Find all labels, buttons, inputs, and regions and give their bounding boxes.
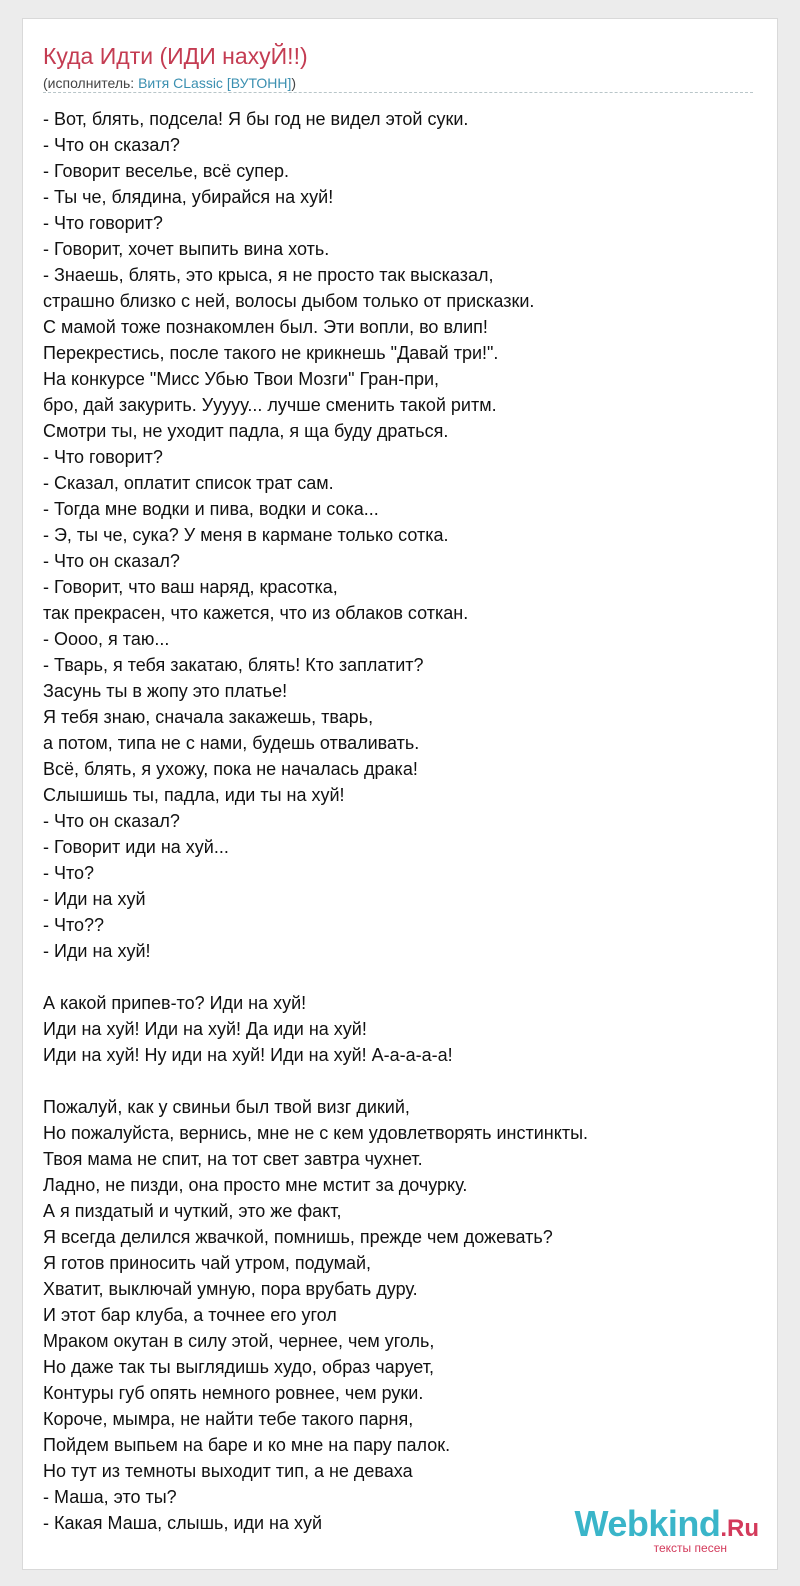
lyric-line: Твоя мама не спит, на тот свет завтра чухнет. xyxy=(43,1149,423,1169)
lyric-line: Мраком окутан в силу этой, чернее, чем уголь, xyxy=(43,1331,435,1351)
lyric-line: Я готов приносить чай утром, подумай, xyxy=(43,1253,372,1273)
lyric-line: - Что?? xyxy=(43,915,105,935)
lyric-line: а потом, типа не с нами, будешь отваливать. xyxy=(43,733,420,753)
lyric-line: - Говорит, хочет выпить вина хоть. xyxy=(43,239,330,259)
lyric-line: - Знаешь, блять, это крыса, я не просто так высказал, xyxy=(43,265,494,285)
lyric-line: бро, дай закурить. Ууууу... лучше сменить такой ритм. xyxy=(43,395,497,415)
lyric-line: так прекрасен, что кажется, что из облаков соткан. xyxy=(43,603,469,623)
lyric-line: Я тебя знаю, сначала закажешь, тварь, xyxy=(43,707,374,727)
lyric-line: - Что он сказал? xyxy=(43,811,180,831)
lyric-line: - Сказал, оплатит список трат сам. xyxy=(43,473,334,493)
lyric-line: - Какая Маша, слышь, иди на хуй xyxy=(43,1513,323,1533)
lyric-line: - Оооо, я таю... xyxy=(43,629,170,649)
lyric-line: - Говорит веселье, всё супер. xyxy=(43,161,290,181)
lyric-line: А какой припев-то? Иди на хуй! xyxy=(43,993,307,1013)
artist-link[interactable]: Витя CLassic [ВУТОНН] xyxy=(138,75,292,91)
lyric-line: - Что говорит? xyxy=(43,213,163,233)
lyric-line: Иди на хуй! Иди на хуй! Да иди на хуй! xyxy=(43,1019,367,1039)
artist-prefix: (исполнитель: xyxy=(43,75,139,91)
lyric-line: Смотри ты, не уходит падла, я ща буду драться. xyxy=(43,421,449,441)
artist-line xyxy=(43,75,296,91)
lyric-line: Слышишь ты, падла, иди ты на хуй! xyxy=(43,785,345,805)
logo-tld-text: .Ru xyxy=(720,1515,759,1542)
lyric-line: А я пиздатый и чуткий, это же факт, xyxy=(43,1201,342,1221)
lyric-line: Всё, блять, я ухожу, пока не началась драка! xyxy=(43,759,418,779)
lyric-line: Перекрестись, после такого не крикнешь "Давай три!". xyxy=(43,343,499,363)
site-logo[interactable] xyxy=(574,1503,759,1555)
lyric-line: - Ты че, блядина, убирайся на хуй! xyxy=(43,187,334,207)
lyric-line: Хватит, выключай умную, пора врубать дуру. xyxy=(43,1279,418,1299)
lyric-line: Я всегда делился жвачкой, помнишь, прежде чем дожевать? xyxy=(43,1227,553,1247)
lyric-line: Пойдем выпьем на баре и ко мне на пару палок. xyxy=(43,1435,451,1455)
lyric-line: Ладно, не пизди, она просто мне мстит за дочурку. xyxy=(43,1175,468,1195)
lyric-line: Иди на хуй! Ну иди на хуй! Иди на хуй! А-а-а-а-а! xyxy=(43,1045,453,1065)
lyric-line: - Иди на хуй! xyxy=(43,941,151,961)
lyric-line: Контуры губ опять немного ровнее, чем руки. xyxy=(43,1383,424,1403)
lyric-line: Пожалуй, как у свиньи был твой визг дикий, xyxy=(43,1097,410,1117)
song-title: Куда Идти (ИДИ нахуЙ!!) xyxy=(43,43,308,69)
lyric-line: С мамой тоже познакомлен был. Эти вопли, во влип! xyxy=(43,317,488,337)
lyric-line: Но тут из темноты выходит тип, а не деваха xyxy=(43,1461,413,1481)
lyric-line: - Э, ты че, сука? У меня в кармане только сотка. xyxy=(43,525,449,545)
lyric-line: - Вот, блять, подсела! Я бы год не видел этой суки. xyxy=(43,109,469,129)
lyric-line: - Маша, это ты? xyxy=(43,1487,177,1507)
lyric-line: - Тварь, я тебя закатаю, блять! Кто заплатит? xyxy=(43,655,424,675)
artist-suffix: ) xyxy=(291,75,297,91)
lyric-line: Но даже так ты выглядишь худо, образ чарует, xyxy=(43,1357,434,1377)
lyric-line: - Иди на хуй xyxy=(43,889,146,909)
lyrics-text xyxy=(43,106,588,1536)
lyric-line xyxy=(43,1068,588,1094)
logo-wordmark xyxy=(574,1503,759,1544)
lyric-line: - Что? xyxy=(43,863,95,883)
lyric-line: Но пожалуйста, вернись, мне не с кем удовлетворять инстинкты. xyxy=(43,1123,589,1143)
logo-subtitle: тексты песен xyxy=(653,1541,727,1555)
lyric-line xyxy=(43,964,588,990)
lyric-line: - Что он сказал? xyxy=(43,135,180,155)
divider xyxy=(43,92,753,93)
lyric-line: - Говорит, что ваш наряд, красотка, xyxy=(43,577,338,597)
lyric-line: Засунь ты в жопу это платье! xyxy=(43,681,288,701)
lyric-line: - Что он сказал? xyxy=(43,551,180,571)
logo-main-text: Webkind xyxy=(574,1503,721,1544)
lyric-line: И этот бар клуба, а точнее его угол xyxy=(43,1305,337,1325)
lyric-line: страшно близко с ней, волосы дыбом только от присказки. xyxy=(43,291,535,311)
lyric-line: Короче, мымра, не найти тебе такого парня, xyxy=(43,1409,414,1429)
lyric-line: - Тогда мне водки и пива, водки и сока... xyxy=(43,499,379,519)
lyric-line: На конкурсе "Мисс Убью Твои Мозги" Гран-при, xyxy=(43,369,440,389)
lyric-line: - Говорит иди на хуй... xyxy=(43,837,229,857)
lyric-line: - Что говорит? xyxy=(43,447,163,467)
lyrics-card xyxy=(22,18,778,1570)
